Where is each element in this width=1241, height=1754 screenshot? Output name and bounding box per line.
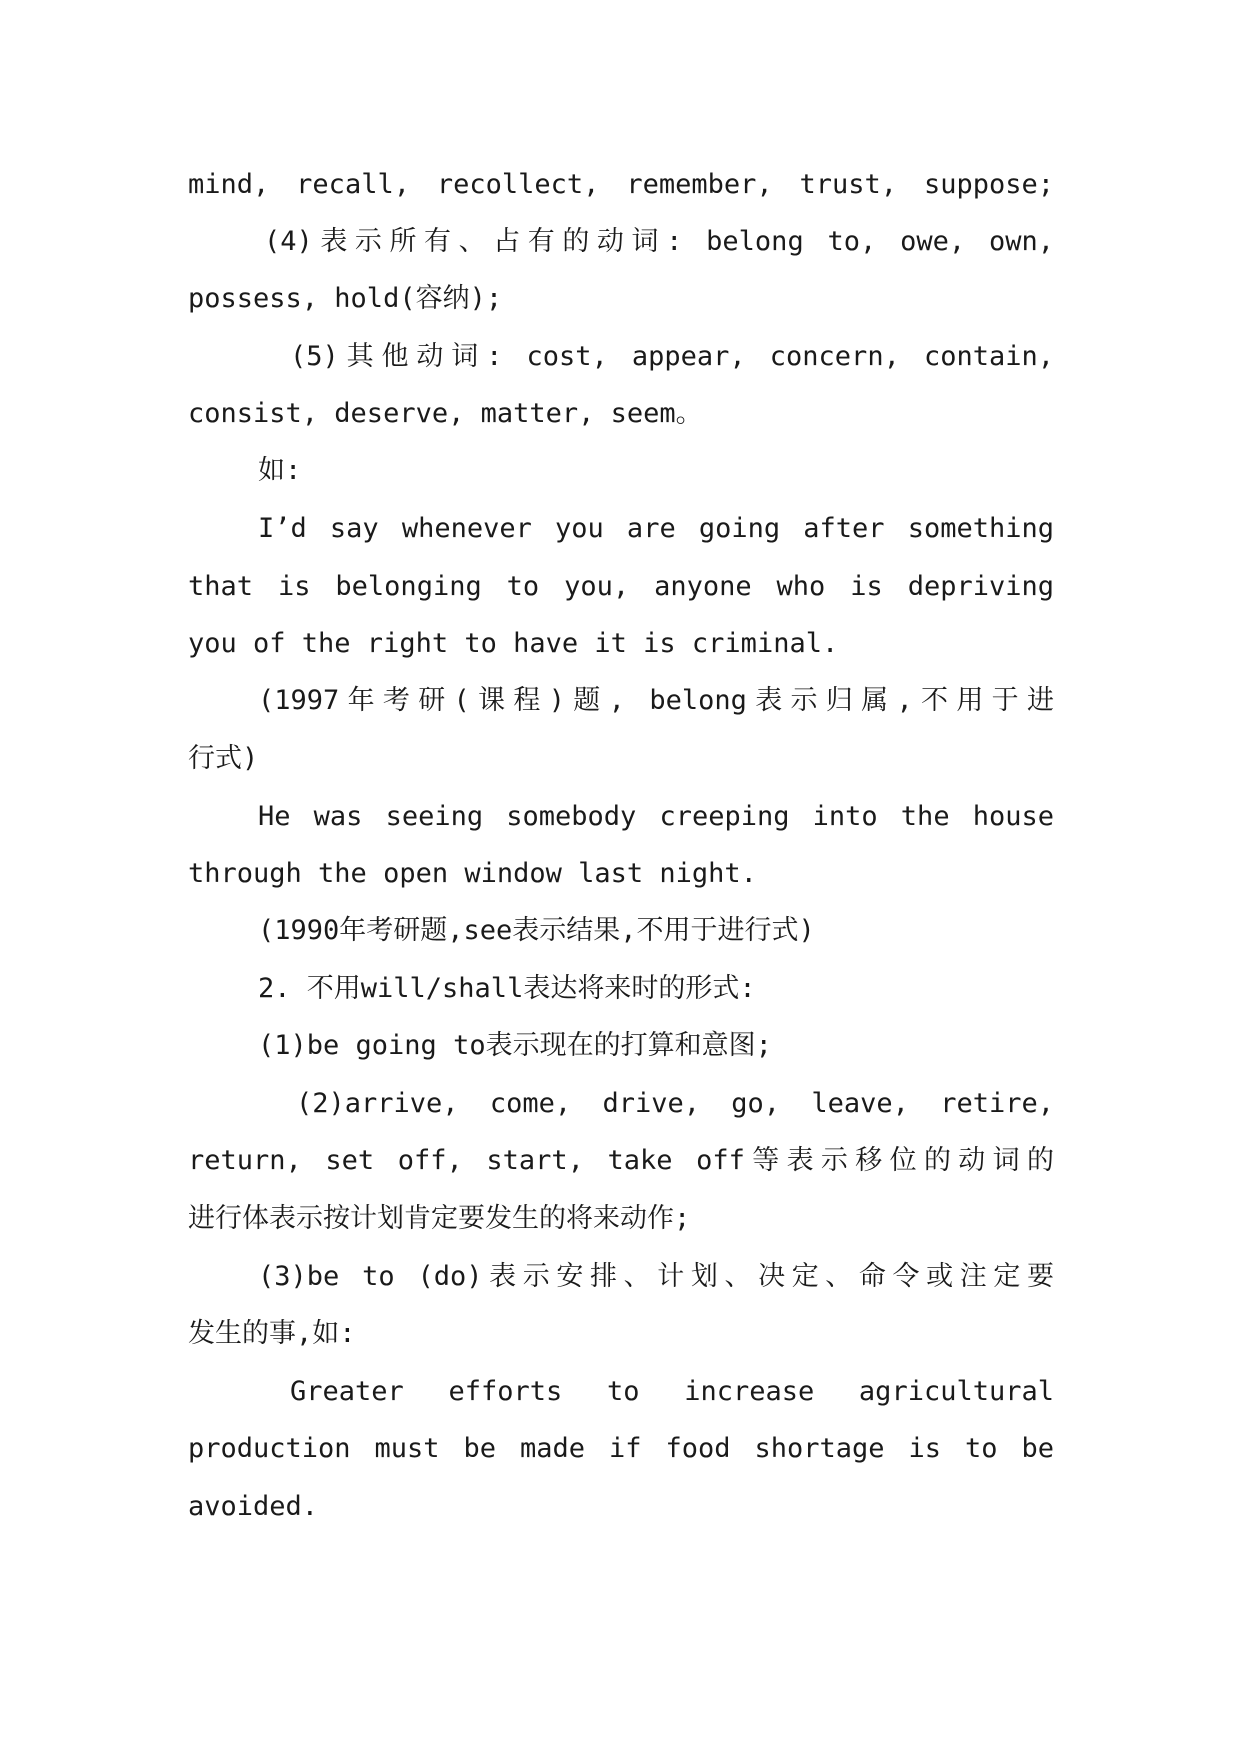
text-line: (1990年考研题,see表示结果,不用于进行式) bbox=[258, 915, 815, 946]
text-line: (3)be to (do)表示安排、计划、决定、命令或注定要 bbox=[258, 1261, 1054, 1292]
text-line: (1)be going to表示现在的打算和意图; bbox=[258, 1030, 772, 1061]
text-line: 如: bbox=[258, 455, 302, 486]
text-line: (5)其他动词: cost, appear, concern, contain, bbox=[290, 341, 1054, 372]
text-line: production must be made if food shortage is to be bbox=[188, 1433, 1054, 1464]
text-line: return, set off, start, take off等表示移位的动词的 bbox=[188, 1145, 1054, 1176]
text-line: 行式) bbox=[188, 743, 259, 774]
text-line: possess, hold(容纳); bbox=[188, 283, 503, 314]
text-line: mind, recall, recollect, remember, trust, suppose; bbox=[188, 169, 1054, 200]
text-line: 2. 不用will/shall表达将来时的形式: bbox=[258, 973, 756, 1004]
text-line: (1997年考研(课程)题, belong表示归属,不用于进 bbox=[258, 685, 1054, 716]
text-line: 发生的事,如: bbox=[188, 1318, 356, 1349]
text-line: consist, deserve, matter, seem。 bbox=[188, 398, 703, 429]
text-line: I’d say whenever you are going after something bbox=[258, 513, 1054, 544]
text-line: through the open window last night. bbox=[188, 858, 757, 889]
text-line: He was seeing somebody creeping into the house bbox=[258, 801, 1054, 832]
text-line: (4)表示所有、占有的动词: belong to, owe, own, bbox=[264, 226, 1054, 257]
text-line: (2)arrive, come, drive, go, leave, retire, bbox=[296, 1088, 1054, 1119]
text-line: you of the right to have it is criminal. bbox=[188, 628, 839, 659]
text-line: that is belonging to you, anyone who is depriving bbox=[188, 571, 1054, 602]
text-line: Greater efforts to increase agricultural bbox=[290, 1376, 1054, 1407]
text-line: avoided. bbox=[188, 1491, 319, 1522]
text-line: 进行体表示按计划肯定要发生的将来动作; bbox=[188, 1203, 691, 1234]
